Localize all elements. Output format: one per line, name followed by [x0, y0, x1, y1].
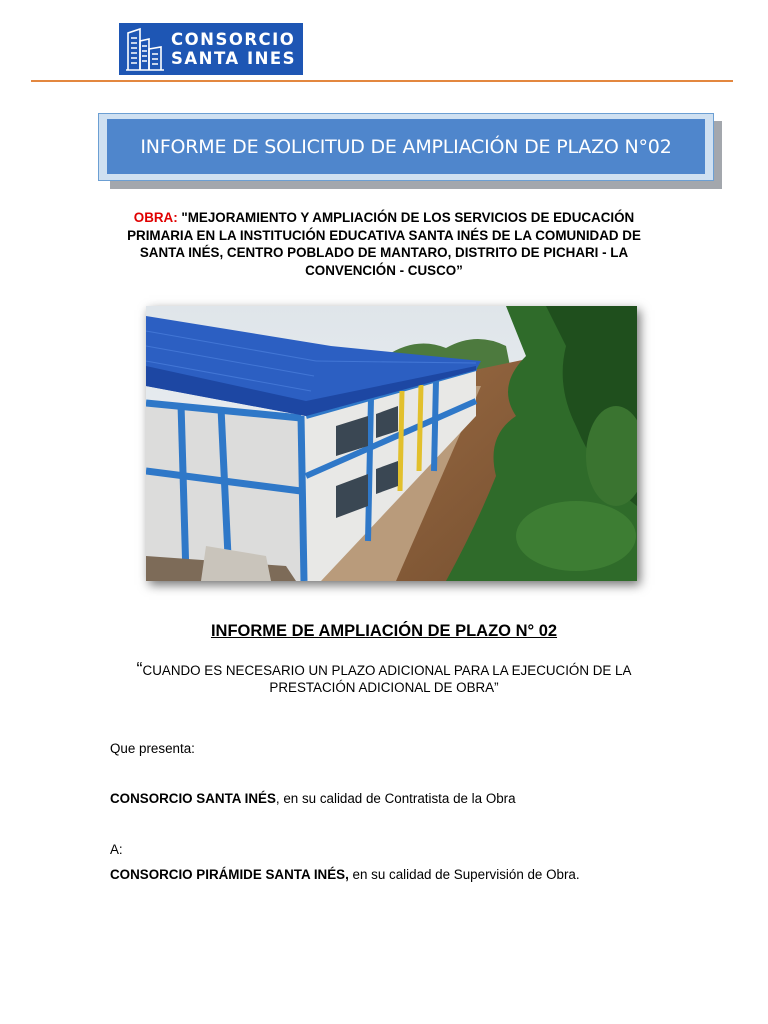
- logo-line-1: CONSORCIO: [171, 30, 296, 49]
- contratista-role: , en su calidad de Contratista de la Obra: [275, 791, 516, 806]
- contratista-name: CONSORCIO SANTA INÉS: [110, 791, 276, 806]
- section-quote: [110, 659, 658, 696]
- header-divider: [31, 80, 733, 82]
- project-description: [104, 209, 664, 279]
- a-label: A:: [110, 842, 123, 857]
- school-building-photo: [146, 306, 637, 581]
- company-logo: [119, 23, 303, 75]
- title-banner: [98, 113, 714, 181]
- section-title: INFORME DE AMPLIACIÓN DE PLAZO N° 02: [210, 622, 558, 640]
- obra-text: "MEJORAMIENTO Y AMPLIACIÓN DE LOS SERVICIOS DE EDUCACIÓN PRIMARIA EN LA INSTITUCIÓN EDUCATIVA SANTA INÉS DE LA COMUNIDAD DE SANTA INÉS, CENTRO POBLADO DE MANTARO, DISTRITO DE PICHARI - LA CONVENCIÓN - CUSCO”: [127, 210, 641, 278]
- buildings-icon: [125, 27, 165, 71]
- obra-label: OBRA:: [133, 210, 178, 225]
- title-banner-fill: [107, 119, 705, 174]
- supervisor-name: CONSORCIO PIRÁMIDE SANTA INÉS,: [110, 867, 349, 882]
- quote-text: CUANDO ES NECESARIO UN PLAZO ADICIONAL PARA LA EJECUCIÓN DE LA PRESTACIÓN ADICIONAL DE OBRA”: [142, 663, 632, 695]
- presenta-line: Que presenta:: [110, 741, 195, 756]
- supervisor-line: [110, 867, 580, 882]
- logo-wordmark: [171, 30, 296, 68]
- contratista-line: [110, 791, 516, 806]
- supervisor-role: en su calidad de Supervisión de Obra.: [348, 867, 580, 882]
- logo-line-2: SANTA INES: [171, 49, 297, 68]
- quote-mark: “: [136, 659, 143, 679]
- banner-title: INFORME DE SOLICITUD DE AMPLIACIÓN DE PLAZO N°02: [140, 135, 672, 158]
